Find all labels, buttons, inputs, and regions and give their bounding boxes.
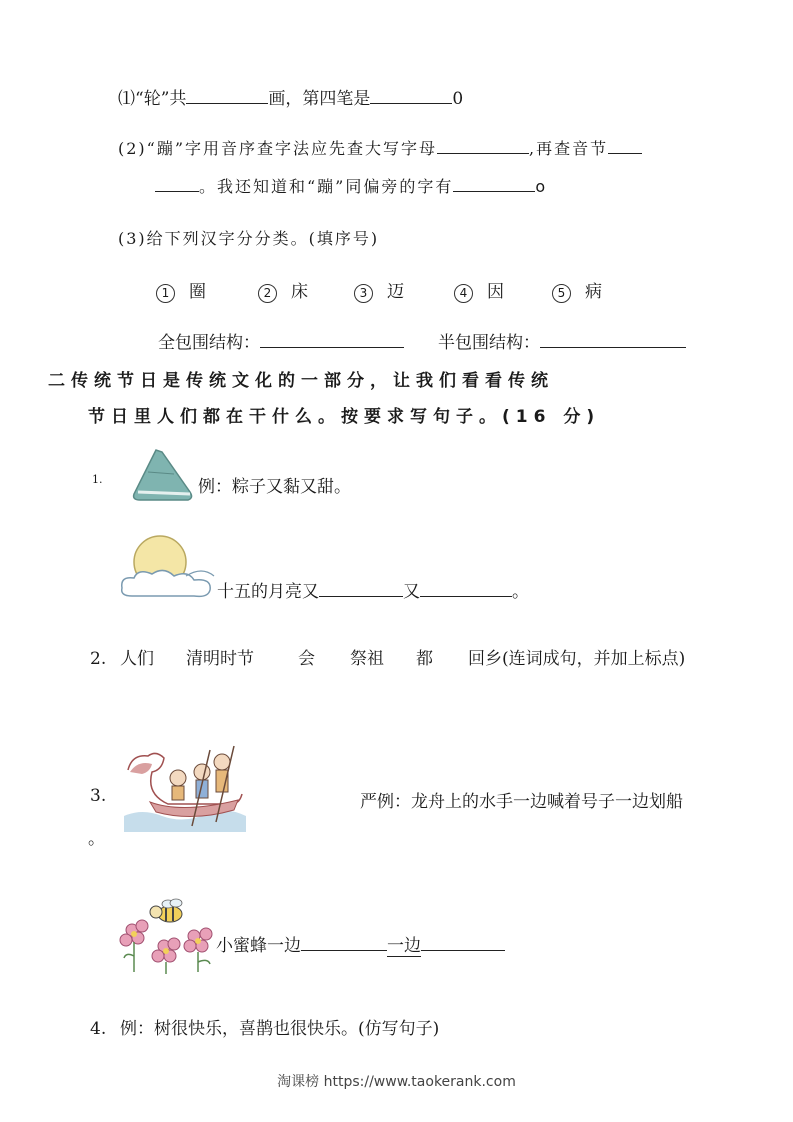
circled-number-2: 2 <box>258 284 277 303</box>
q3-option-char: 迈 <box>387 282 404 302</box>
q1-blank-fourth-stroke[interactable] <box>370 89 452 104</box>
item1-blank-b[interactable] <box>420 582 512 597</box>
item4-number: 4. <box>90 1019 107 1039</box>
full-enclosure-blank[interactable] <box>260 333 404 348</box>
item3-sentence-start: 小蜜蜂一边 <box>216 936 301 956</box>
q1-line <box>118 84 463 109</box>
q1-prefix: ⑴“轮”共 <box>118 89 187 109</box>
q2-end: o <box>535 177 548 196</box>
item1-sentence-start: 十五的月亮又 <box>217 582 319 602</box>
section2-heading-line2: 节日里人们都在干什么。按要求写句子。(16 分) <box>88 407 601 427</box>
item1-sentence <box>217 577 529 602</box>
circled-number-1: 1 <box>156 284 175 303</box>
item2-word: 祭祖 <box>350 649 384 669</box>
q3-option-char: 床 <box>291 282 308 302</box>
item2-word: 回乡 <box>468 649 502 669</box>
item3-blank-a[interactable] <box>301 936 387 951</box>
item3-trailing-period: 。 <box>88 829 105 849</box>
item3-sentence <box>216 931 505 956</box>
q3-option-char: 病 <box>585 282 602 302</box>
q3-prompt: (3)给下列汉字分分类。(填序号) <box>118 229 380 248</box>
item3-number: 3. <box>90 786 107 806</box>
q3-option-char: 因 <box>487 282 504 302</box>
q2-blank-letter[interactable] <box>437 139 529 154</box>
item2-line <box>90 644 685 669</box>
q2-line2 <box>155 174 547 197</box>
footer-watermark: 淘课榜 https://www.taokerank.com <box>277 1074 516 1090</box>
q3-option-3 <box>354 277 454 303</box>
item1-example: 例：粽子又黏又甜。 <box>198 477 351 497</box>
q1-blank-strokes[interactable] <box>186 89 268 104</box>
item1-sentence-mid: 又 <box>403 582 420 602</box>
item2-word: 清明时节 <box>186 649 254 669</box>
q3-option-char: 圈 <box>189 282 206 302</box>
q1-mid: 画，第四笔是 <box>268 89 371 109</box>
bee-flowers-image <box>116 896 220 976</box>
q3-option-4 <box>454 277 552 303</box>
q2-mid: ,再查音节 <box>529 139 609 158</box>
q1-end: 0 <box>452 89 464 109</box>
item3-example: 严例：龙舟上的水手一边喊着号子一边划船 <box>360 792 683 812</box>
q2-blank-syllable-b[interactable] <box>155 177 199 192</box>
item2-number: 2. <box>90 649 107 669</box>
item2-instruction: (连词成句，并加上标点) <box>502 649 686 669</box>
moon-image <box>116 532 220 602</box>
circled-number-5: 5 <box>552 284 571 303</box>
item2-word: 都 <box>416 649 433 669</box>
q2-text1: (2)“蹦”字用音序查字法应先查大写字母 <box>118 139 438 158</box>
item3-blank-b[interactable] <box>421 936 505 951</box>
q3-options <box>156 277 602 303</box>
q2-blank-syllable-a[interactable] <box>608 139 642 154</box>
item2-word: 人们 <box>120 649 154 669</box>
half-enclosure-label: 半包围结构： <box>438 333 540 353</box>
q3-classify-line <box>158 328 686 353</box>
q2-blank-same-radical[interactable] <box>453 177 535 192</box>
zongzi-image <box>128 444 200 508</box>
half-enclosure-blank[interactable] <box>540 333 686 348</box>
q3-option-5 <box>552 277 602 303</box>
q2-line1 <box>118 136 642 159</box>
item3-sentence-mid: 一边 <box>387 936 421 956</box>
dragon-boat-image <box>122 742 248 832</box>
item1-number: 1. <box>92 473 103 486</box>
q3-option-1 <box>156 277 258 303</box>
item1-blank-a[interactable] <box>319 582 403 597</box>
item4-text: 例：树很快乐，喜鹊也很快乐。(仿写句子) <box>120 1019 440 1039</box>
item4-line <box>90 1014 439 1039</box>
circled-number-3: 3 <box>354 284 373 303</box>
item2-word: 会 <box>298 649 315 669</box>
circled-number-4: 4 <box>454 284 473 303</box>
section2-heading-line1: 二传统节日是传统文化的一部分，让我们看看传统 <box>48 371 554 391</box>
q3-option-2 <box>258 277 354 303</box>
q2-text2: 。我还知道和“蹦”同偏旁的字有 <box>199 177 454 196</box>
full-enclosure-label: 全包围结构： <box>158 333 260 353</box>
item1-sentence-end: 。 <box>512 582 529 602</box>
